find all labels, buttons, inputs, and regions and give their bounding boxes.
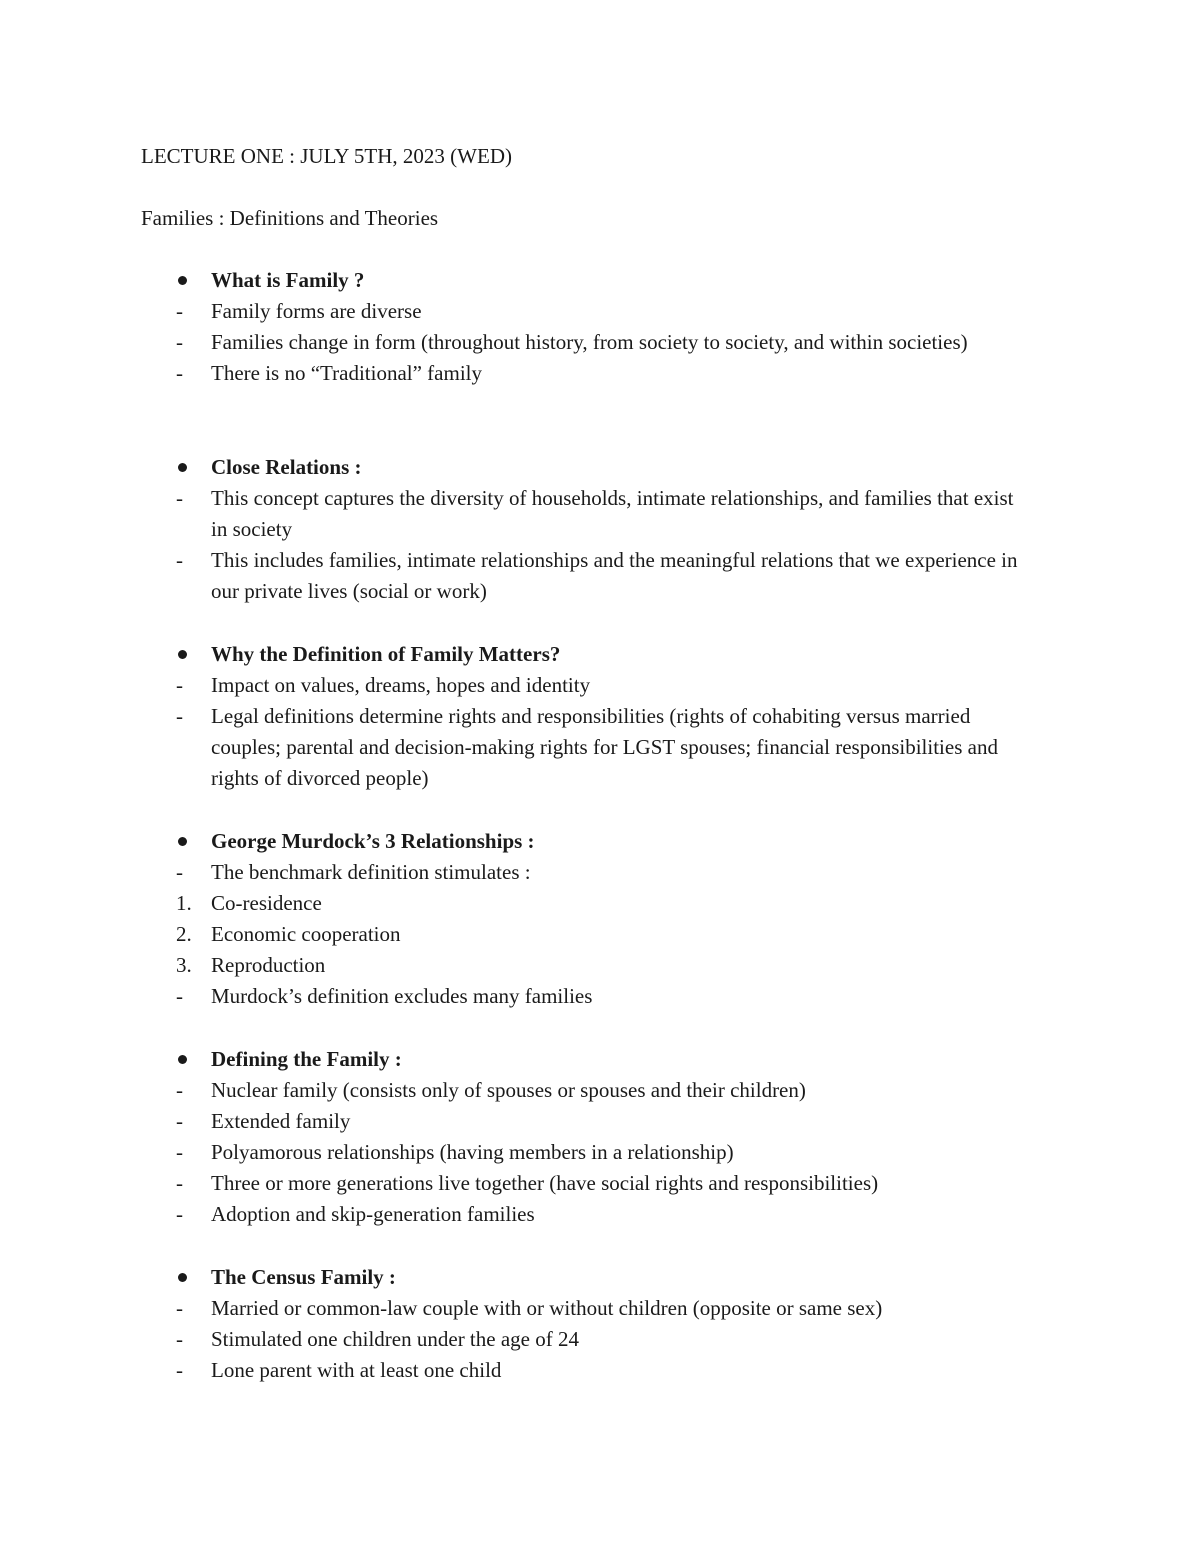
list-marker: 3. xyxy=(176,953,192,977)
list-item xyxy=(0,1199,1200,1230)
list-item-text: Extended family xyxy=(211,1109,351,1133)
list-item-text: Adoption and skip-generation families xyxy=(211,1202,535,1226)
section-heading-text: What is Family ? xyxy=(211,268,365,292)
list-marker: - xyxy=(176,361,183,385)
bullet-dot-icon xyxy=(178,1273,187,1282)
list-marker: 1. xyxy=(176,891,192,915)
list-item-text: Three or more generations live together (have social rights and responsibilities) xyxy=(211,1171,879,1195)
bullet-dot-icon xyxy=(178,463,187,472)
section-defining-family xyxy=(0,1044,1200,1230)
list-item-text: Families change in form (throughout history, from society to society, and within societies) xyxy=(211,330,968,354)
section-heading-text: Close Relations : xyxy=(211,455,362,479)
list-marker: - xyxy=(176,1296,183,1320)
section-heading xyxy=(0,639,1200,670)
section-heading-text: The Census Family : xyxy=(211,1265,396,1289)
list-item-text: Stimulated one children under the age of 24 xyxy=(211,1327,579,1351)
list-item xyxy=(0,981,1200,1012)
list-item xyxy=(0,1324,1200,1355)
list-marker: - xyxy=(176,1078,183,1102)
list-marker: - xyxy=(176,486,183,510)
list-item-text: Impact on values, dreams, hopes and identity xyxy=(211,673,591,697)
section-heading xyxy=(0,826,1200,857)
list-item xyxy=(0,1106,1200,1137)
list-item-text: Co-residence xyxy=(211,891,322,915)
list-item xyxy=(0,919,1200,950)
bullet-dot-icon xyxy=(178,837,187,846)
list-item-text: Lone parent with at least one child xyxy=(211,1358,502,1382)
page-title: LECTURE ONE : JULY 5TH, 2023 (WED) xyxy=(141,144,512,168)
list-marker: - xyxy=(176,673,183,697)
list-item-text: Murdock’s definition excludes many families xyxy=(211,984,593,1008)
list-item xyxy=(0,950,1200,981)
bullet-dot-icon xyxy=(178,1055,187,1064)
list-item xyxy=(0,1355,1200,1386)
section-heading-text: Why the Definition of Family Matters? xyxy=(211,642,561,666)
section-close-relations xyxy=(0,452,1200,607)
section-heading xyxy=(0,452,1200,483)
section-murdock-relationships xyxy=(0,826,1200,1012)
section-heading-text: Defining the Family : xyxy=(211,1047,402,1071)
list-item xyxy=(0,358,1200,389)
list-item xyxy=(0,701,1200,794)
list-item xyxy=(0,483,1200,545)
list-marker: - xyxy=(176,704,183,728)
list-item xyxy=(0,888,1200,919)
list-item-text: Polyamorous relationships (having members in a relationship) xyxy=(211,1140,734,1164)
list-item xyxy=(0,1293,1200,1324)
list-item xyxy=(0,1137,1200,1168)
list-marker: - xyxy=(176,1109,183,1133)
section-why-definition-matters xyxy=(0,639,1200,794)
list-marker: - xyxy=(176,1358,183,1382)
list-marker: - xyxy=(176,1171,183,1195)
list-item-text: Reproduction xyxy=(211,953,326,977)
list-marker: - xyxy=(176,299,183,323)
list-marker: - xyxy=(176,548,183,572)
list-item-text: Legal definitions determine rights and responsibilities (rights of cohabiting versus married couples; parental and decision-making rights for LGST spouses; financial responsibilities and rights of divorced people) xyxy=(211,704,998,790)
list-item xyxy=(0,296,1200,327)
bullet-dot-icon xyxy=(178,276,187,285)
list-item-text: There is no “Traditional” family xyxy=(211,361,482,385)
list-item-text: This includes families, intimate relationships and the meaningful relations that we experience in our private lives (social or work) xyxy=(211,548,1018,603)
list-item xyxy=(0,1075,1200,1106)
list-item xyxy=(0,857,1200,888)
list-item-text: Economic cooperation xyxy=(211,922,401,946)
list-item-text: Married or common-law couple with or without children (opposite or same sex) xyxy=(211,1296,883,1320)
list-item xyxy=(0,327,1200,358)
list-item-text: Nuclear family (consists only of spouses or spouses and their children) xyxy=(211,1078,806,1102)
list-marker: - xyxy=(176,984,183,1008)
section-heading xyxy=(0,1262,1200,1293)
list-item-text: The benchmark definition stimulates : xyxy=(211,860,531,884)
list-item-text: This concept captures the diversity of households, intimate relationships, and families that exist in society xyxy=(211,486,1014,541)
list-item xyxy=(0,1168,1200,1199)
list-marker: - xyxy=(176,860,183,884)
section-heading xyxy=(0,1044,1200,1075)
section-heading-text: George Murdock’s 3 Relationships : xyxy=(211,829,535,853)
section-heading xyxy=(0,265,1200,296)
list-item xyxy=(0,670,1200,701)
list-item-text: Family forms are diverse xyxy=(211,299,422,323)
bullet-dot-icon xyxy=(178,650,187,659)
list-marker: - xyxy=(176,330,183,354)
section-what-is-family xyxy=(0,265,1200,389)
section-census-family xyxy=(0,1262,1200,1386)
list-item xyxy=(0,545,1200,607)
list-marker: - xyxy=(176,1327,183,1351)
page-subtitle: Families : Definitions and Theories xyxy=(141,206,439,230)
list-marker: - xyxy=(176,1202,183,1226)
list-marker: - xyxy=(176,1140,183,1164)
list-marker: 2. xyxy=(176,922,192,946)
